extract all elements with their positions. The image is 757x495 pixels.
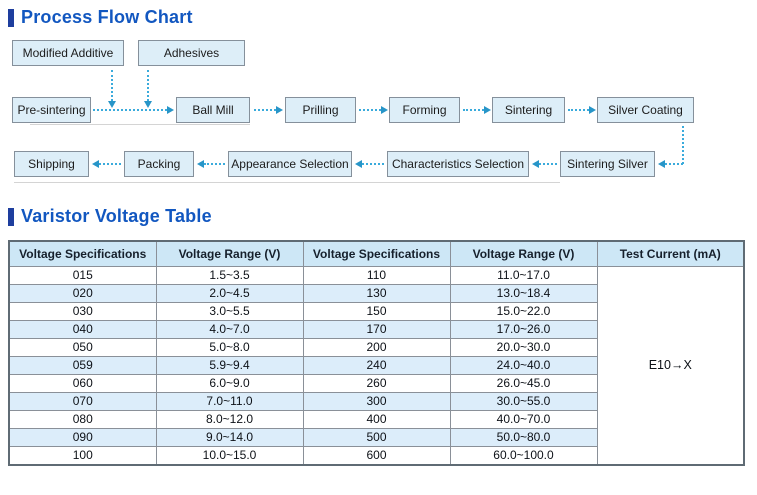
arrow-right-icon (359, 109, 381, 111)
table-cell: 030 (9, 303, 156, 321)
table-cell: 170 (303, 321, 450, 339)
table-cell: 60.0~100.0 (450, 447, 597, 466)
table-cell: 2.0~4.5 (156, 285, 303, 303)
table-cell: 150 (303, 303, 450, 321)
arrow-left-icon (99, 163, 121, 165)
arrow-right-icon (568, 109, 589, 111)
table-cell: 400 (303, 411, 450, 429)
table-cell: 40.0~70.0 (450, 411, 597, 429)
table-cell: 7.0~11.0 (156, 393, 303, 411)
arrow-left-head-icon (355, 160, 362, 168)
table-cell: 6.0~9.0 (156, 375, 303, 393)
arrow-right-head-icon (167, 106, 174, 114)
flow-box-ball-mill: Ball Mill (176, 97, 250, 123)
arrow-left-head-icon (658, 160, 665, 168)
header-test-current: Test Current (mA) (597, 241, 744, 267)
page-title: Process Flow Chart (21, 7, 193, 27)
flow-box-pre-sintering: Pre-sintering (12, 97, 91, 123)
table-cell: 1.5~3.5 (156, 267, 303, 285)
table-row (9, 267, 744, 285)
arrow-left-head-icon (197, 160, 204, 168)
table-title: Varistor Voltage Table (21, 206, 212, 226)
arrow-left-icon (665, 163, 683, 165)
table-cell: 5.9~9.4 (156, 357, 303, 375)
table-cell: 130 (303, 285, 450, 303)
table-cell: 11.0~17.0 (450, 267, 597, 285)
header-voltage-range-1: Voltage Range (V) (156, 241, 303, 267)
table-cell: 24.0~40.0 (450, 357, 597, 375)
flow-box-silver-coating: Silver Coating (597, 97, 694, 123)
flow-box-sintering: Sintering (492, 97, 565, 123)
flow-box-sintering-silver: Sintering Silver (560, 151, 655, 177)
table-cell: 090 (9, 429, 156, 447)
flow-box-adhesives: Adhesives (138, 40, 245, 66)
arrow-right-head-icon (381, 106, 388, 114)
divider (14, 182, 560, 183)
flow-box-prilling: Prilling (285, 97, 356, 123)
arrow-down-icon (111, 70, 113, 101)
flow-box-forming: Forming (389, 97, 460, 123)
table-cell: 240 (303, 357, 450, 375)
voltage-table-body (9, 267, 744, 466)
table-cell: 50.0~80.0 (450, 429, 597, 447)
table-cell: 10.0~15.0 (156, 447, 303, 466)
header-voltage-range-2: Voltage Range (V) (450, 241, 597, 267)
table-cell: 015 (9, 267, 156, 285)
arrow-left-head-icon (532, 160, 539, 168)
arrow-left-icon (204, 163, 225, 165)
table-cell: 15.0~22.0 (450, 303, 597, 321)
table-cell: 110 (303, 267, 450, 285)
voltage-table-section-title (8, 206, 212, 227)
table-cell: 050 (9, 339, 156, 357)
flow-box-appearance-selection: Appearance Selection (228, 151, 352, 177)
arrow-right-icon (254, 109, 276, 111)
table-cell: 070 (9, 393, 156, 411)
table-cell: 8.0~12.0 (156, 411, 303, 429)
process-flow-section-title (8, 7, 193, 28)
table-cell: 20.0~30.0 (450, 339, 597, 357)
arrow-down-head-icon (108, 101, 116, 108)
table-cell: 26.0~45.0 (450, 375, 597, 393)
arrow-left-icon (539, 163, 557, 165)
arrow-right-head-icon (589, 106, 596, 114)
arrow-down-icon (682, 126, 684, 164)
table-cell: 060 (9, 375, 156, 393)
title-bar-icon (8, 208, 14, 226)
arrow-left-head-icon (92, 160, 99, 168)
table-cell: 020 (9, 285, 156, 303)
arrow-right-icon (463, 109, 484, 111)
table-cell: 100 (9, 447, 156, 466)
arrow-right-icon (93, 109, 167, 111)
varistor-voltage-table (8, 240, 745, 466)
flow-box-characteristics-selection: Characteristics Selection (387, 151, 529, 177)
table-cell: 040 (9, 321, 156, 339)
flow-box-modified-additive: Modified Additive (12, 40, 124, 66)
flow-box-shipping: Shipping (14, 151, 89, 177)
table-header-row (9, 241, 744, 267)
title-bar-icon (8, 9, 14, 27)
table-cell: 600 (303, 447, 450, 466)
test-current-cell: E10→X (597, 267, 744, 466)
table-cell: 17.0~26.0 (450, 321, 597, 339)
table-cell: 4.0~7.0 (156, 321, 303, 339)
table-cell: 9.0~14.0 (156, 429, 303, 447)
table-cell: 260 (303, 375, 450, 393)
arrow-down-head-icon (144, 101, 152, 108)
table-cell: 13.0~18.4 (450, 285, 597, 303)
arrow-down-icon (147, 70, 149, 101)
divider (30, 124, 250, 125)
arrow-right-head-icon (276, 106, 283, 114)
arrow-left-icon (362, 163, 384, 165)
header-voltage-spec-1: Voltage Specifications (9, 241, 156, 267)
flow-box-packing: Packing (124, 151, 194, 177)
table-cell: 3.0~5.5 (156, 303, 303, 321)
table-cell: 5.0~8.0 (156, 339, 303, 357)
header-voltage-spec-2: Voltage Specifications (303, 241, 450, 267)
arrow-right-head-icon (484, 106, 491, 114)
table-cell: 059 (9, 357, 156, 375)
table-cell: 30.0~55.0 (450, 393, 597, 411)
table-cell: 200 (303, 339, 450, 357)
table-cell: 500 (303, 429, 450, 447)
table-cell: 300 (303, 393, 450, 411)
table-cell: 080 (9, 411, 156, 429)
